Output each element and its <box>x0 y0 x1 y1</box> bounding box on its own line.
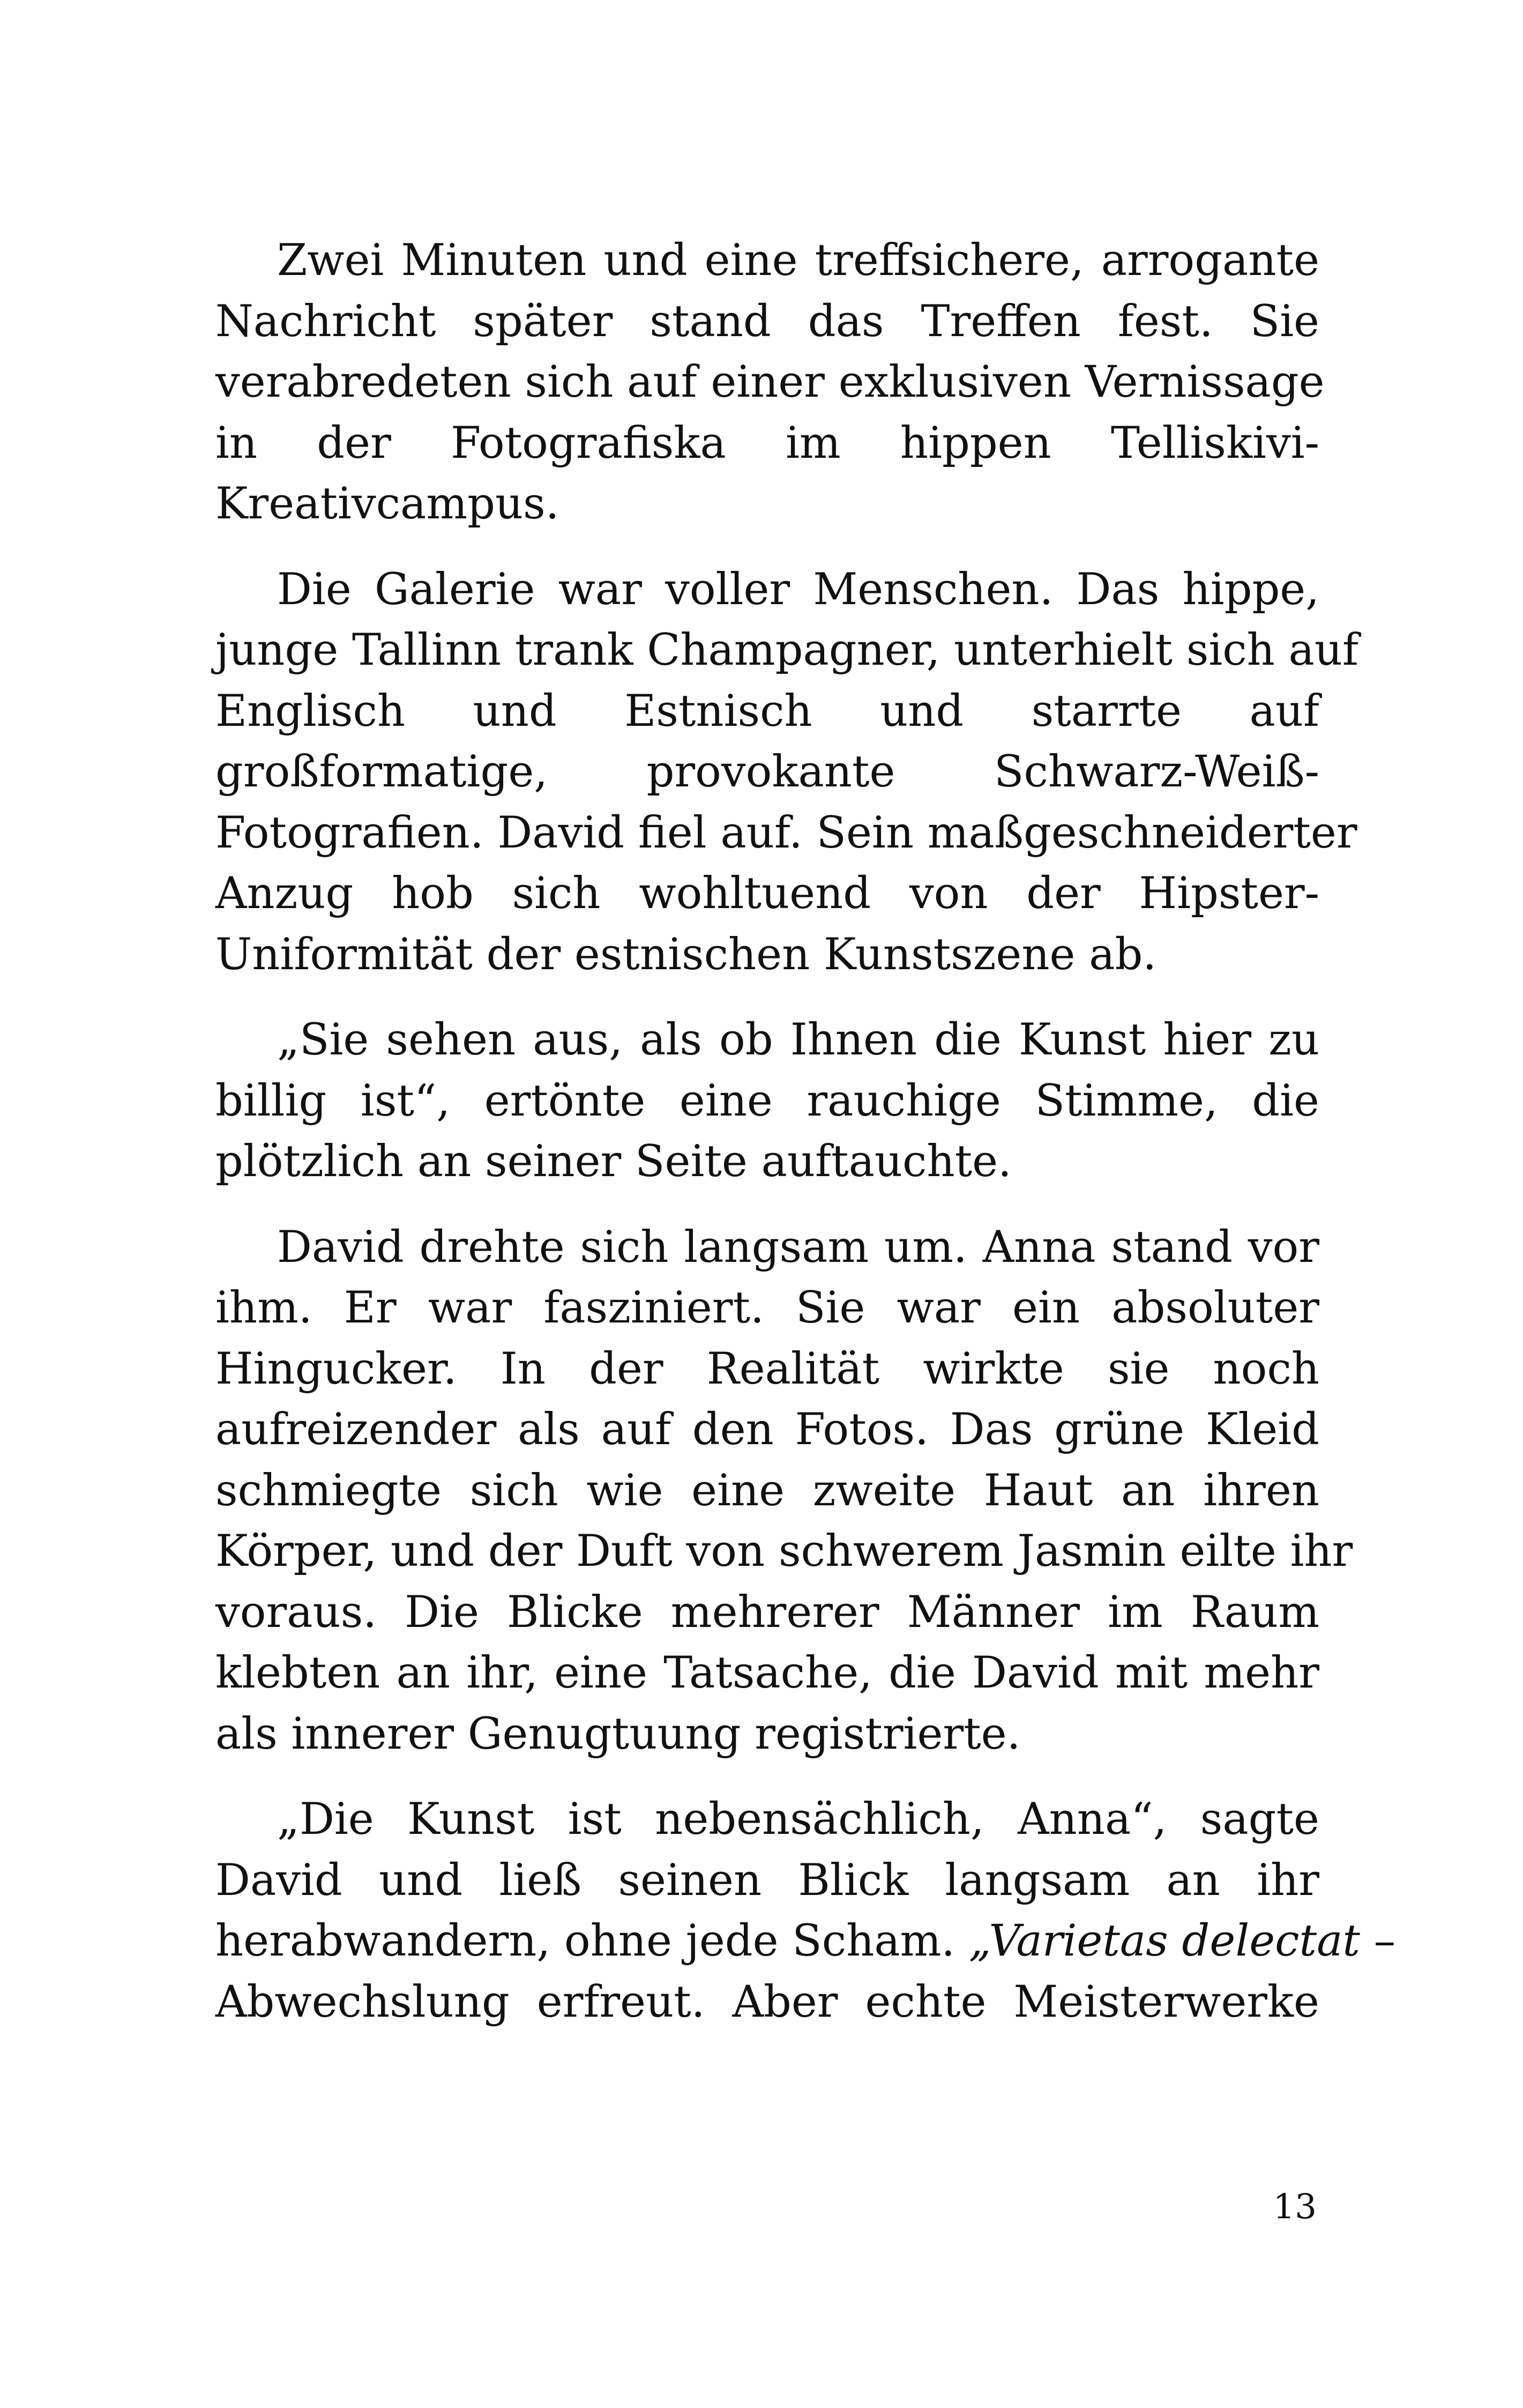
text-line: billig ist“, ertönte eine rauchige Stimme, die <box>215 1075 1319 1126</box>
text-line: Nachricht später stand das Treffen fest. Sie <box>215 296 1319 347</box>
paragraph-1 <box>215 231 1325 535</box>
text-line: verabredeten sich auf einer exklusiven Vernissage <box>215 357 1325 407</box>
paragraph-3 <box>215 1010 1319 1193</box>
text-line: in der Fotografiska im hippen Telliskivi- <box>215 418 1319 469</box>
paragraph-4 <box>215 1217 1353 1765</box>
text-line: schmiegte sich wie eine zweite Haut an ihren <box>215 1465 1319 1516</box>
text-line: plötzlich an seiner Seite auftauchte. <box>215 1136 1012 1187</box>
text-line: klebten an ihr, eine Tatsache, die David mit mehr <box>215 1648 1319 1698</box>
text-line: als innerer Genugtuung registrierte. <box>215 1708 1021 1759</box>
text-line: voraus. Die Blicke mehrerer Männer im Raum <box>215 1587 1319 1638</box>
text-line: Körper, und der Duft von schwerem Jasmin eilte ihr <box>215 1526 1353 1577</box>
text-line: Anzug hob sich wohltuend von der Hipster- <box>215 868 1319 919</box>
paragraph-5 <box>215 1789 1396 2033</box>
paragraph-2 <box>215 560 1358 986</box>
text-line: aufreizender als auf den Fotos. Das grüne Kleid <box>215 1404 1319 1455</box>
text-line: „Die Kunst ist nebensächlich, Anna“, sagte <box>277 1794 1319 1845</box>
text-line: junge Tallinn trank Champagner, unterhielt sich auf <box>215 625 1358 675</box>
text-run: herabwandern, ohne jede Scham. <box>215 1916 969 1966</box>
page-number: 13 <box>1273 2187 1317 2227</box>
text-run: – <box>1360 1916 1396 1966</box>
latin-phrase: „Varietas delectat <box>968 1916 1360 1966</box>
text-line: David drehte sich langsam um. Anna stand vor <box>277 1222 1319 1273</box>
text-line: Uniformität der estnischen Kunstszene ab. <box>215 929 1157 980</box>
text-line: ihm. Er war fasziniert. Sie war ein absoluter <box>215 1283 1319 1333</box>
text-line: Zwei Minuten und eine treffsichere, arrogante <box>277 235 1319 286</box>
text-line: Kreativcampus. <box>215 479 559 529</box>
text-line: Die Galerie war voller Menschen. Das hippe, <box>277 564 1319 615</box>
body-text <box>215 231 1396 2057</box>
text-line: Fotografien. David fiel auf. Sein maßgeschneiderter <box>215 807 1357 858</box>
text-line: Englisch und Estnisch und starrte auf <box>215 686 1319 737</box>
text-line-mixed <box>215 1911 1396 1972</box>
text-line: „Sie sehen aus, als ob Ihnen die Kunst hier zu <box>277 1015 1319 1065</box>
text-line: David und ließ seinen Blick langsam an ihr <box>215 1855 1319 1906</box>
text-line: Hingucker. In der Realität wirkte sie noch <box>215 1343 1319 1394</box>
text-line: großformatige, provokante Schwarz-Weiß- <box>215 747 1319 797</box>
text-line: Abwechslung erfreut. Aber echte Meisterwerke <box>215 1976 1319 2027</box>
